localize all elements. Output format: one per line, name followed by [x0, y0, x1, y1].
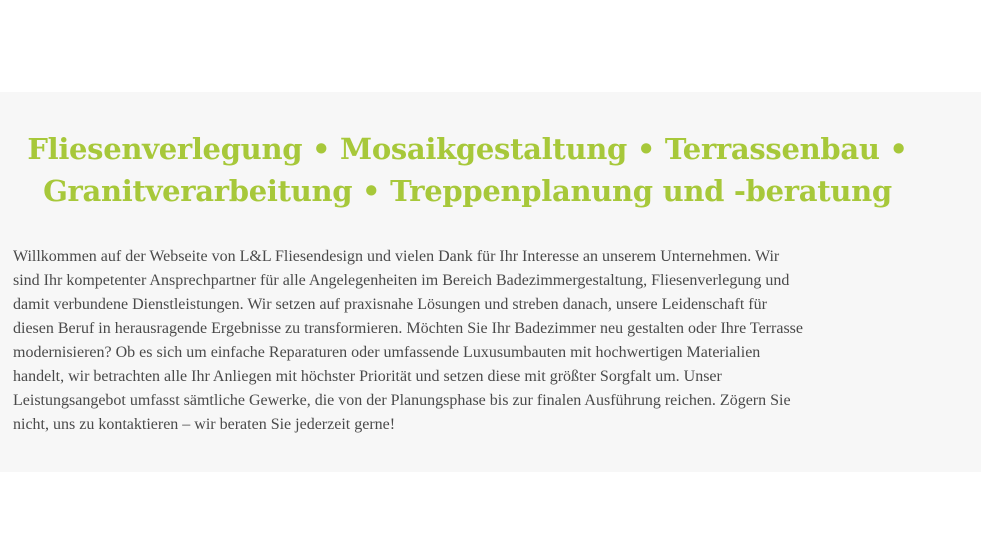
- intro-line: sind Ihr kompetenter Ansprechpartner für alle Angelegenheiten im Bereich Badezimmergestaltung, Fliesenverlegung und: [13, 272, 790, 289]
- intro-line: diesen Beruf in herausragende Ergebnisse zu transformieren. Möchten Sie Ihr Badezimmer neu gestalten oder Ihre Terrasse: [13, 320, 803, 337]
- services-headline: [0, 128, 935, 212]
- intro-line: damit verbundene Dienstleistungen. Wir setzen auf praxisnahe Lösungen und streben danach, unsere Leidenschaft für: [13, 296, 767, 313]
- intro-line: nicht, uns zu kontaktieren – wir beraten Sie jederzeit gerne!: [13, 416, 396, 433]
- intro-line: Willkommen auf der Webseite von L&L Fliesendesign und vielen Dank für Ihr Interesse an unserem Unternehmen. Wir: [13, 248, 780, 265]
- services-headline-line: Granitverarbeitung • Treppenplanung und -beratung: [43, 174, 892, 208]
- services-headline-line: Fliesenverlegung • Mosaikgestaltung • Terrassenbau •: [27, 132, 908, 166]
- intro-section: [0, 92, 981, 472]
- intro-paragraph: [13, 245, 948, 437]
- intro-line: handelt, wir betrachten alle Ihr Anliegen mit höchster Priorität und setzen diese mit größter Sorgfalt um. Unser: [13, 368, 722, 385]
- intro-line: Leistungsangebot umfasst sämtliche Gewerke, die von der Planungsphase bis zur finalen Ausführung reichen. Zögern Sie: [13, 392, 791, 409]
- intro-line: modernisieren? Ob es sich um einfache Reparaturen oder umfassende Luxusumbauten mit hochwertigen Materialien: [13, 344, 761, 361]
